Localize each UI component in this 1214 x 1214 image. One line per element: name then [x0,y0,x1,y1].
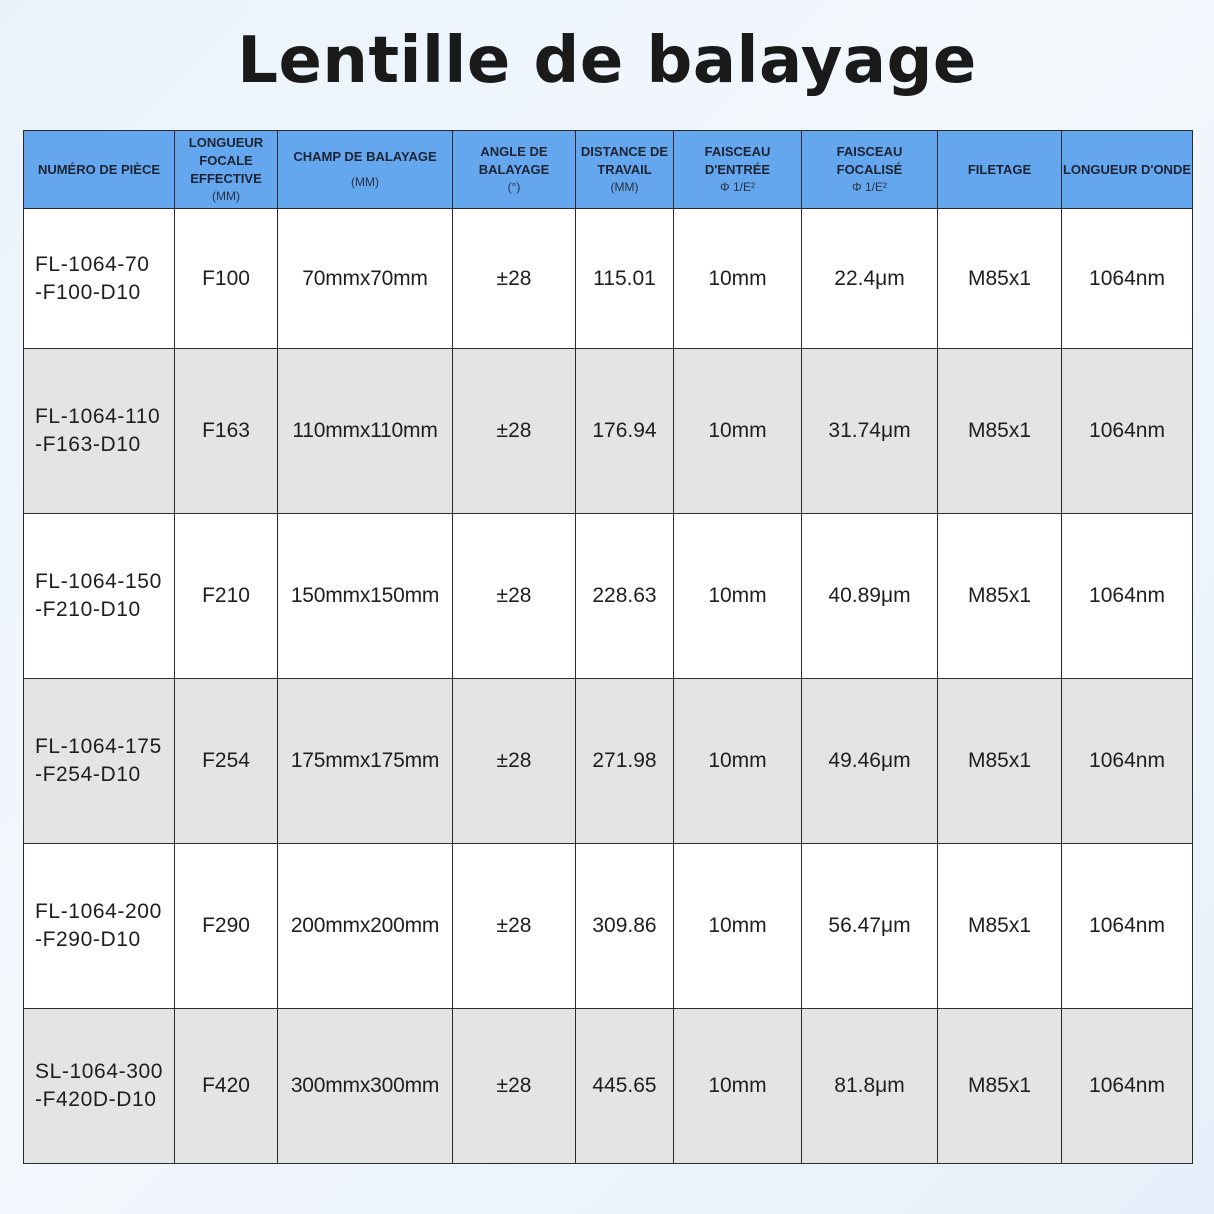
spec-table [23,130,1193,1164]
part-line: -F254-D10 [35,763,141,786]
cell-wavelength: 1064nm [1062,349,1193,514]
page-title: Lentille de balayage [237,24,977,98]
cell-scan-angle: ±28 [453,349,576,514]
cell-focused-beam: 56.47μm [802,844,938,1009]
header-scan-angle [453,131,576,209]
part-line: -F210-D10 [35,598,141,621]
header-unit: (MM) [212,189,240,203]
cell-working-distance: 228.63 [576,514,674,679]
cell-thread: M85x1 [938,514,1062,679]
header-label: FAISCEAU FOCALISÉ [836,144,903,177]
cell-wavelength: 1064nm [1062,844,1193,1009]
header-part-number [24,131,175,209]
cell-focused-beam: 22.4μm [802,209,938,349]
cell-working-distance: 271.98 [576,679,674,844]
header-label: DISTANCE DE TRAVAIL [580,144,669,177]
header-thread [938,131,1062,209]
cell-entry-beam: 10mm [674,209,802,349]
header-row [24,131,1193,209]
cell-focused-beam: 49.46μm [802,679,938,844]
cell-scan-angle: ±28 [453,209,576,349]
cell-entry-beam: 10mm [674,514,802,679]
cell-scan-field: 175mmx175mm [278,679,453,844]
cell-entry-beam: 10mm [674,1009,802,1164]
cell-focal-length: F163 [175,349,278,514]
cell-wavelength: 1064nm [1062,1009,1193,1164]
header-unit: (MM) [610,180,639,194]
cell-scan-angle: ±28 [453,514,576,679]
header-unit: Φ 1/E² [852,180,887,194]
cell-thread: M85x1 [938,209,1062,349]
part-line: FL-1064-70 [35,252,150,276]
cell-entry-beam: 10mm [674,679,802,844]
cell-wavelength: 1064nm [1062,209,1193,349]
table-row [24,679,1193,844]
header-unit: (°) [507,180,521,194]
header-wavelength [1062,131,1193,209]
cell-working-distance: 445.65 [576,1009,674,1164]
cell-wavelength: 1064nm [1062,679,1193,844]
header-unit: Φ 1/E² [720,180,755,194]
part-line: FL-1064-110 [35,405,161,428]
cell-working-distance: 115.01 [576,209,674,349]
part-line: SL-1064-300 [35,1060,164,1083]
cell-focal-length: F210 [175,514,278,679]
cell-thread: M85x1 [938,844,1062,1009]
header-unit: (MM) [351,175,379,189]
cell-scan-field: 150mmx150mm [278,514,453,679]
header-label: FAISCEAU D'ENTRÉE [704,144,771,177]
part-line: FL-1064-175 [35,735,162,758]
table-row [24,514,1193,679]
cell-entry-beam: 10mm [674,349,802,514]
part-line: -F420D-D10 [35,1088,157,1111]
part-line: FL-1064-150 [35,570,162,593]
cell-focused-beam: 31.74μm [802,349,938,514]
header-label: CHAMP DE BALAYAGE [293,149,437,164]
header-focal-length [175,131,278,209]
table-row [24,209,1193,349]
part-line: -F100-D10 [35,280,141,304]
header-focused-beam [802,131,938,209]
cell-part-number [24,679,175,844]
cell-focal-length: F420 [175,1009,278,1164]
cell-focused-beam: 81.8μm [802,1009,938,1164]
cell-scan-angle: ±28 [453,1009,576,1164]
cell-scan-angle: ±28 [453,679,576,844]
cell-scan-field: 110mmx110mm [278,349,453,514]
header-label: LONGUEUR D'ONDE [1062,161,1192,177]
cell-working-distance: 176.94 [576,349,674,514]
cell-wavelength: 1064nm [1062,514,1193,679]
cell-part-number [24,514,175,679]
cell-scan-field: 70mmx70mm [278,209,453,349]
part-line: -F290-D10 [35,928,141,951]
cell-part-number [24,349,175,514]
cell-part-number [24,1009,175,1164]
header-label: LONGUEUR FOCALE EFFECTIVE [188,135,264,186]
cell-focal-length: F290 [175,844,278,1009]
part-line: -F163-D10 [35,433,141,456]
cell-focal-length: F254 [175,679,278,844]
cell-focal-length: F100 [175,209,278,349]
cell-part-number [24,844,175,1009]
cell-entry-beam: 10mm [674,844,802,1009]
table-row [24,1009,1193,1164]
header-label: NUMÉRO DE PIÈCE [37,161,161,177]
cell-scan-angle: ±28 [453,844,576,1009]
header-label: ANGLE DE BALAYAGE [478,144,550,177]
cell-thread: M85x1 [938,1009,1062,1164]
part-line: FL-1064-200 [35,900,162,923]
cell-part-number [24,209,175,349]
header-working-distance [576,131,674,209]
cell-thread: M85x1 [938,349,1062,514]
cell-thread: M85x1 [938,679,1062,844]
header-scan-field [278,131,453,209]
header-entry-beam [674,131,802,209]
cell-working-distance: 309.86 [576,844,674,1009]
cell-scan-field: 200mmx200mm [278,844,453,1009]
cell-scan-field: 300mmx300mm [278,1009,453,1164]
table-row [24,844,1193,1009]
cell-focused-beam: 40.89μm [802,514,938,679]
header-label: FILETAGE [967,161,1032,177]
table-row [24,349,1193,514]
